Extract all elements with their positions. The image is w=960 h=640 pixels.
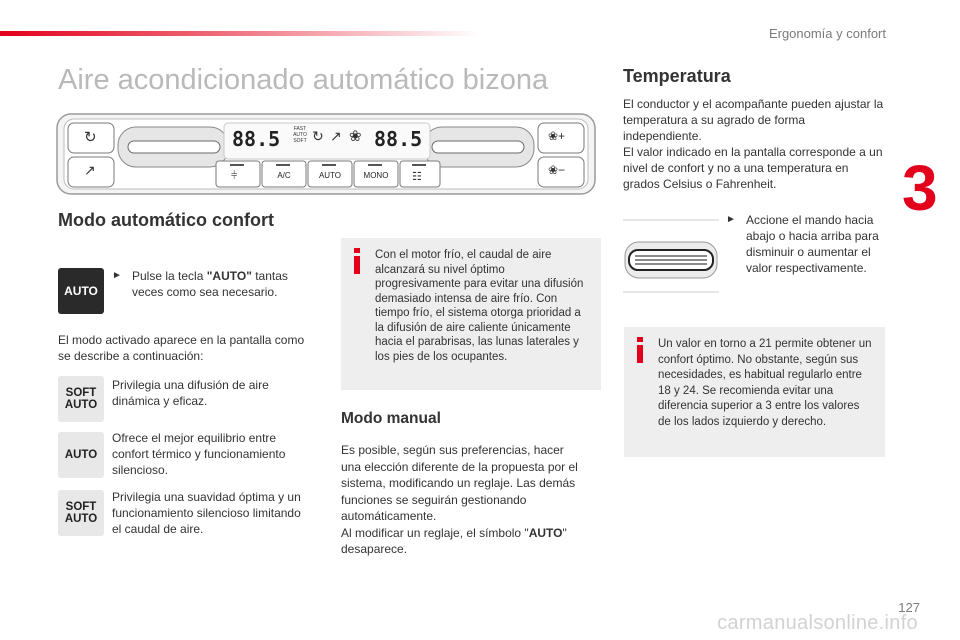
- auto-badge: AUTO: [58, 432, 104, 478]
- running-header: Ergonomía y confort: [768, 26, 886, 41]
- rear-defrost-icon[interactable]: ☷: [412, 171, 422, 183]
- climate-panel-drawing: [56, 113, 596, 195]
- auto-mode-intro: El modo activado aparece en la pantalla como se describe a continuación:: [58, 333, 305, 363]
- soft-auto-badge-1: SOFT AUTO: [58, 376, 104, 422]
- manual-text-b: Al modificar un reglaje, el símbolo "AUTO" desaparece.: [341, 525, 567, 556]
- display-air-direction-icon: ↗: [330, 128, 342, 144]
- mode-1-description: Privilegia una difusión de aire dinámica y eficaz.: [112, 378, 269, 408]
- mode-3-description: Privilegia una suavidad óptima y un funcionamiento silencioso limitando el caudal de aire.: [112, 490, 301, 536]
- air-direction-button-icon[interactable]: ↗: [84, 162, 96, 178]
- display-fan-icon: ❀: [349, 128, 362, 145]
- manual-section-body: [341, 442, 581, 558]
- temperature-info-box: [624, 327, 885, 457]
- temperature-info-text: Un valor en torno a 21 permite obtener un confort óptimo. No obstante, según sus necesidades, es habitual regularlo entre 18 y 24. Se recomienda evitar una diferencia superior a 3 entre los valores de los lados izquierdo y derecho.: [658, 338, 872, 428]
- page-number: 127: [898, 600, 920, 615]
- manual-section-heading: Modo manual: [341, 410, 441, 427]
- soft-auto-badge-2: SOFT AUTO: [58, 490, 104, 536]
- auto-button[interactable]: AUTO: [318, 171, 342, 180]
- cold-engine-info-box: [341, 238, 601, 390]
- recirculation-button-icon[interactable]: ↻: [84, 129, 97, 146]
- bullet-icon: ►: [726, 214, 736, 225]
- fast-label: FAST: [293, 126, 307, 132]
- right-temperature-display: 88.5: [374, 127, 423, 151]
- auto-key-badge: [58, 268, 104, 314]
- auto-label: AUTO: [293, 132, 307, 138]
- display-recirculation-icon: ↻: [312, 128, 324, 144]
- windshield-defrost-icon[interactable]: ⫩: [231, 170, 238, 182]
- info-icon: [351, 248, 363, 274]
- temperature-knob-instruction: [726, 212, 886, 276]
- fan-plus-icon[interactable]: ❀+: [548, 129, 566, 143]
- watermark: carmanualsonline.info: [717, 612, 918, 634]
- ac-button[interactable]: A/C: [277, 171, 291, 180]
- temperature-section-heading: Temperatura: [623, 66, 731, 86]
- info-icon: [634, 337, 646, 363]
- auto-key-label: AUTO: [64, 284, 98, 298]
- left-temperature-display: 88.5: [232, 127, 281, 151]
- press-auto-instruction: [112, 268, 302, 300]
- fast-auto-soft-indicator: [290, 126, 310, 144]
- bullet-icon: ►: [112, 270, 122, 281]
- fan-minus-icon[interactable]: ❀−: [548, 163, 566, 177]
- mono-button[interactable]: MONO: [363, 171, 389, 180]
- chapter-number: 3: [902, 152, 938, 224]
- page-title: Aire acondicionado automático bizona: [58, 64, 549, 96]
- press-auto-text: Pulse la tecla "AUTO" tantas veces como sea necesario.: [132, 269, 288, 299]
- header-accent-bar: [0, 31, 480, 36]
- cold-engine-info-text: Con el motor frío, el caudal de aire alcanzará su nivel óptimo progresivamente para evitar una difusión demasiado intensa de aire frío. Con tiempo frío, el sistema otorga prioridad a la difusión de aire caliente únicamente hacia el parabrisas, las lunas laterales y los pies de los ocupantes.: [375, 249, 584, 363]
- temperature-knob-text: Accione el mando hacia abajo o hacia arriba para disminuir o aumentar el valor respectivamente.: [746, 213, 879, 275]
- temperature-text-b: El valor indicado en la pantalla corresponde a un nivel de confort y no a una temperatura en grados Celsius o Fahrenheit.: [623, 145, 883, 191]
- soft-label: SOFT: [293, 138, 307, 144]
- manual-text-a: Es posible, según sus preferencias, hacer una elección diferente de la propuesta por el sistema, modificando un reglaje. Las demás funciones se seguirán gestionando automáticamente.: [341, 443, 578, 523]
- temperature-section-body: [623, 96, 885, 192]
- climate-panel-illustration: [56, 113, 596, 195]
- temperature-text-a: El conductor y el acompañante pueden ajustar la temperatura a su agrado de forma independiente.: [623, 97, 884, 143]
- mode-2-description: Ofrece el mejor equilibrio entre confort térmico y funcionamiento silencioso.: [112, 431, 286, 477]
- temperature-knob-drawing: [623, 218, 719, 298]
- temperature-knob-illustration: [623, 218, 719, 298]
- auto-section-heading: Modo automático confort: [58, 210, 274, 230]
